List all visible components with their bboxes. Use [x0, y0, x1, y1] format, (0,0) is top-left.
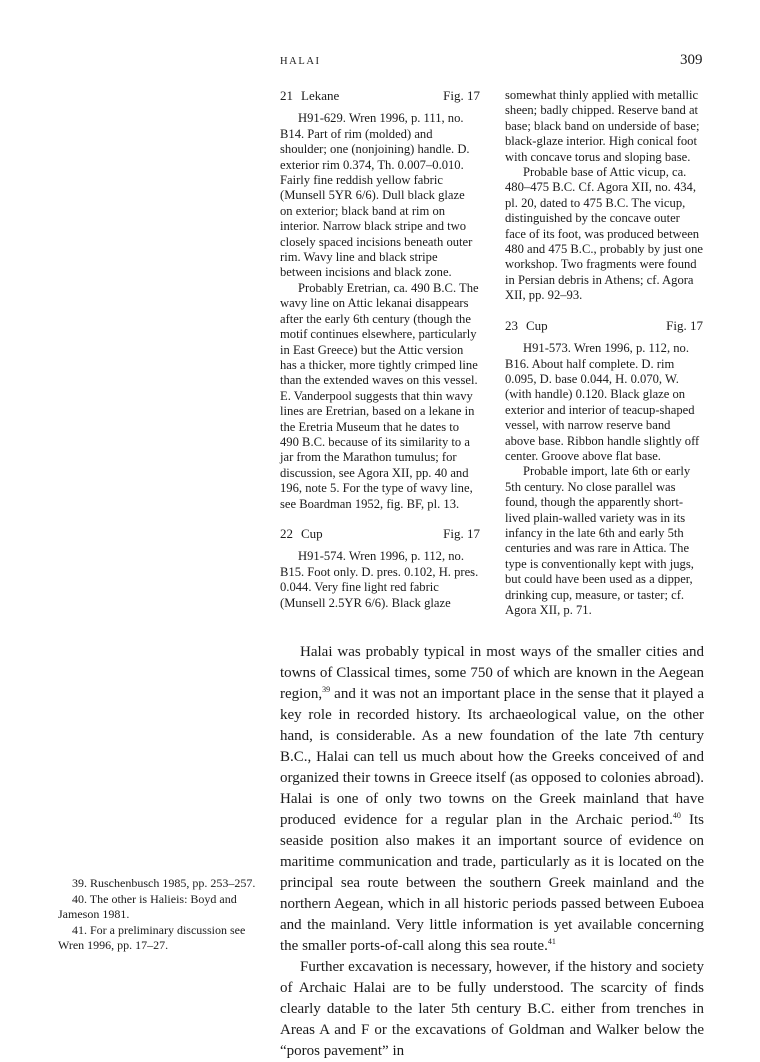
catalog-column-left: [280, 88, 480, 611]
entry-21-description: H91-629. Wren 1996, p. 111, no. B14. Part of rim (molded) and shoulder; one (nonjoining) handle. D. exterior rim 0.374, Th. 0.007–0.010. Fairly fine reddish yellow fabric (Munsell 5YR 6/6). Dull black glaze on exterior; black band at rim on interior. Narrow black stripe and two closely spaced incisions beneath outer rim. Wavy line and black stripe between incisions and black zone.: [280, 111, 473, 280]
entry-23-discussion: Probable import, late 6th or early 5th century. No close parallel was found, though the apparently short-lived plain-walled variety was in its infancy in the late 6th and early 5th centuries and was rare in Attica. The type is conventionally kept with jugs, but could have been used as a dipper, drinking cup, measure, or taster; cf. Agora XII, p. 71.: [505, 464, 694, 617]
entry-title: Cup: [526, 317, 548, 333]
entry-number: 22: [280, 525, 293, 541]
footnotes: [58, 876, 258, 954]
body-text-segment: Halai was probably typical in most ways of the smaller cities and towns of Classical times, some 750 of which are known in the Aegean region,: [280, 644, 704, 702]
entry-22-heading: [280, 526, 480, 541]
main-body-text: [280, 642, 704, 1062]
running-head: HALAI: [280, 56, 321, 67]
entry-21-heading: [280, 88, 480, 103]
body-text-segment: Its seaside position also makes it an important source of evidence on maritime communication and trade, particularly as it is located on the principal sea route between the southern Greek mainland and the northern Aegean, which in all historic periods passed between Euboea and the mainland. Very little information is yet available concerning the smaller ports-of-call along this sea route.: [280, 812, 704, 954]
entry-title: Cup: [301, 525, 323, 541]
entry-number: 23: [505, 317, 518, 333]
entry-23-heading: [505, 318, 703, 333]
entry-fig: Fig. 17: [666, 317, 703, 333]
entry-21-discussion: Probably Eretrian, ca. 490 B.C. The wavy line on Attic lekanai disappears after the early 6th century (though the motif continues elsewhere, particularly in East Greece) but the Attic version has a thicker, more tightly crimped line than the extended waves on this vessel. E. Vanderpool suggests that thin wavy lines are Eretrian, based on a lekane in the Eretria Museum that he dates to 490 B.C. because of its similarity to a jar from the Marathon tumulus; for discussion, see Agora XII, pp. 40 and 196, note 5. For the type of wavy line, see Boardman 1952, fig. BF, pl. 13.: [280, 280, 479, 511]
page-number: 309: [680, 52, 703, 68]
entry-22-discussion: Probable base of Attic vicup, ca. 480–475 B.C. Cf. Agora XII, no. 434, pl. 20, dated to 475 B.C. The vicup, distinguished by the concave outer face of its foot, was produced between 480 and 475 B.C., probably by just one workshop. Two fragments were found in Persian debris in Athens; cf. Agora XII, pp. 92–93.: [505, 165, 703, 303]
footnote-ref-40: 40: [672, 811, 681, 820]
footnote-ref-39: 39: [322, 685, 331, 694]
entry-23-description: H91-573. Wren 1996, p. 112, no. B16. About half complete. D. rim 0.095, D. base 0.044, H. 0.070, W. (with handle) 0.120. Black glaze on exterior and interior of teacup-shaped vessel, with narrow reserve band above base. Ribbon handle slightly off center. Groove above flat base.: [505, 341, 700, 463]
entry-number: 21: [280, 88, 293, 103]
footnote-39: 39. Ruschenbusch 1985, pp. 253–257.: [72, 876, 256, 890]
catalog-column-right: [505, 88, 703, 618]
entry-fig: Fig. 17: [443, 88, 480, 103]
body-text-segment: and it was not an important place in the sense that it played a key role in recorded history. Its archaeological value, on the other hand, is considerable. As a new foundation of the late 7th century B.C., Halai can tell us much about how the Greeks conceived of and organized their towns in Greece itself (as opposed to colonies abroad). Halai is one of only two towns on the Greek mainland that have produced evidence for a regular plan in the Archaic period.: [280, 686, 704, 828]
body-paragraph-1: [280, 642, 704, 957]
body-paragraph-2: Further excavation is necessary, however, if the history and society of Archaic Halai are to be fully understood. The scarcity of finds clearly datable to the later 5th century B.C. either from trenches in Areas A and F or the excavations of Goldman and Walker below the “poros pavement” in: [280, 959, 704, 1059]
entry-22-description: H91-574. Wren 1996, p. 112, no. B15. Foot only. D. pres. 0.102, H. pres. 0.044. Very fine light red fabric (Munsell 2.5YR 6/6). Black glaze: [280, 549, 479, 610]
entry-22-continuation: somewhat thinly applied with metallic sheen; badly chipped. Reserve band at base; black band on underside of base; black-glaze interior. High conical foot with concave torus and sloping base.: [505, 88, 700, 164]
footnote-41: 41. For a preliminary discussion see Wren 1996, pp. 17–27.: [58, 922, 246, 953]
footnote-ref-41: 41: [547, 937, 556, 946]
footnote-40: 40. The other is Halieis: Boyd and Jameson 1981.: [58, 891, 237, 922]
entry-fig: Fig. 17: [443, 525, 480, 541]
entry-title: Lekane: [301, 88, 340, 103]
